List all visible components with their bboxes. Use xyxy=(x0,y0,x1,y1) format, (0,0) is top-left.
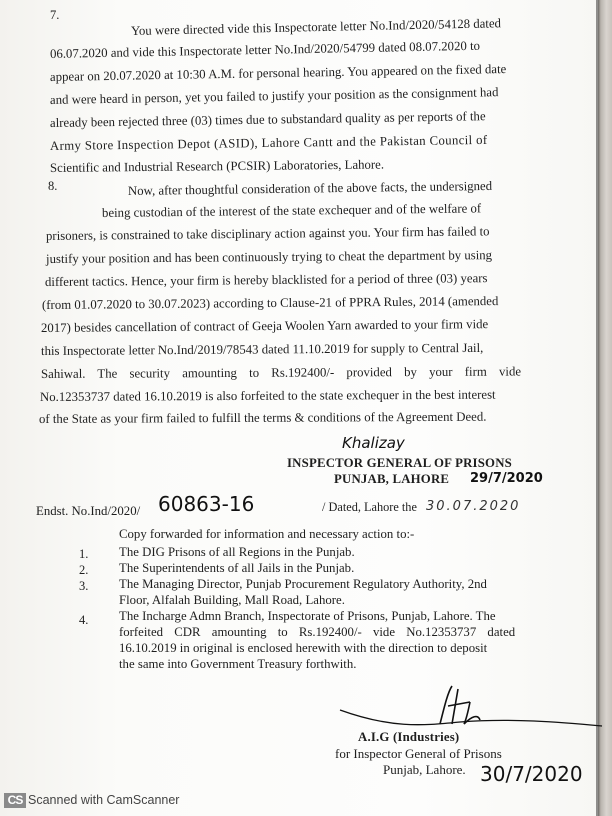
paragraph-8-line: No.12353737 dated 16.10.2019 is also forfeited to the state exchequer in the best interest xyxy=(39,387,496,404)
copy-forwarded-intro: Copy forwarded for information and necessary action to:- xyxy=(119,527,415,541)
list-item-continuation: the same into Government Treasury forthwith. xyxy=(119,657,357,671)
signature-title-for-ig: for Inspector General of Prisons xyxy=(335,746,502,761)
handwritten-date-aig: 30/7/2020 xyxy=(480,762,583,786)
paragraph-8-line: Sahiwal. The security amounting to Rs.192400/- provided by your firm vide xyxy=(40,364,522,381)
list-item: The DIG Prisons of all Regions in the Punjab. xyxy=(119,545,355,559)
paragraph-8-number: 8. xyxy=(48,179,58,193)
list-item-number: 3. xyxy=(79,579,89,593)
camscanner-logo-icon: CS xyxy=(4,793,26,808)
list-item-continuation: Floor, Alfalah Building, Mall Road, Lahore. xyxy=(119,593,345,607)
dated-label: / Dated, Lahore the xyxy=(322,500,417,514)
paragraph-7-line: appear on 20.07.2020 at 10:30 A.M. for personal hearing. You appeared on the fixed date xyxy=(49,62,507,84)
list-item-number: 1. xyxy=(79,547,89,561)
handwritten-date-ig: 29/7/2020 xyxy=(470,471,543,486)
paragraph-8-line: of the State as your firm failed to fulfill the terms & conditions of the Agreement Deed. xyxy=(38,409,487,426)
handwritten-endorsement-number: 60863-16 xyxy=(158,492,255,516)
endorsement-prefix: Endst. No.Ind/2020/ xyxy=(36,504,141,518)
signature-title-ig: INSPECTOR GENERAL OF PRISONS xyxy=(287,456,512,470)
paragraph-8-line: this Inspectorate letter No.Ind/2019/78543 dated 11.10.2019 for supply to Central Jail, xyxy=(40,340,484,358)
camscanner-watermark: Scanned with CamScanner xyxy=(28,793,180,807)
paragraph-8-line: 2017) besides cancellation of contract of Geeja Woolen Yarn awarded to your firm vide xyxy=(40,317,489,335)
list-item-continuation: forfeited CDR amounting to Rs.192400/- vide No.12353737 dated xyxy=(119,625,516,639)
signature-title-location: Punjab, Lahore. xyxy=(383,762,466,777)
paragraph-8-line: prisoners, is constrained to take disciplinary action against you. Your firm has failed to xyxy=(45,224,490,243)
handwritten-signature-ig: Khalizay xyxy=(342,434,405,452)
list-item-continuation: 16.10.2019 in original is enclosed herewith with the direction to deposit xyxy=(119,641,488,655)
signature-title-punjab: PUNJAB, LAHORE xyxy=(334,472,450,486)
list-item: The Incharge Admn Branch, Inspectorate of Prisons, Punjab, Lahore. The xyxy=(119,609,496,623)
paragraph-8-line: different tactics. Hence, your firm is hereby blacklisted for a period of three (03) years xyxy=(44,271,488,289)
handwritten-endorsement-date: 30.07.2020 xyxy=(426,499,521,514)
list-item-text: The Managing Director, Punjab Procurement Regulatory Authority, 2nd xyxy=(119,577,487,591)
list-item: The Superintendents of all Jails in the Punjab. xyxy=(119,561,355,575)
signature-title-aig: A.I.G (Industries) xyxy=(358,730,460,744)
paragraph-8-line: being custodian of the interest of the state exchequer and of the welfare of xyxy=(101,201,482,220)
handwritten-signature-aig xyxy=(330,684,610,730)
paragraph-8-line: justify your position and has been continuously trying to cheat the department by using xyxy=(45,248,493,266)
list-item xyxy=(119,577,487,592)
paragraph-7-line: Army Store Inspection Depot (ASID), Lahore Cantt and the Pakistan Council of xyxy=(49,132,488,153)
paragraph-7-line: 06.07.2020 and vide this Inspectorate letter No.Ind/2020/54799 dated 08.07.2020 to xyxy=(49,38,481,61)
paragraph-8-line: (from 01.07.2020 to 30.07.2023) according to Clause-21 of PPRA Rules, 2014 (amended xyxy=(41,294,499,312)
paragraph-7-number: 7. xyxy=(50,8,60,22)
list-item-number: 2. xyxy=(79,563,89,577)
paragraph-7-line: Scientific and Industrial Research (PCSIR) Laboratories, Lahore. xyxy=(49,157,385,175)
list-item-number: 4. xyxy=(79,613,89,627)
paragraph-8-line: Now, after thoughtful consideration of the above facts, the undersigned xyxy=(127,178,493,198)
paragraph-7-line: already been rejected three (03) times due to substandard quality as per reports of the xyxy=(49,109,486,130)
paragraph-7-line: and were heard in person, yet you failed to justify your position as the consignment had xyxy=(49,85,499,107)
paragraph-7-line: You were directed vide this Inspectorate letter No.Ind/2020/54128 dated xyxy=(130,16,502,38)
